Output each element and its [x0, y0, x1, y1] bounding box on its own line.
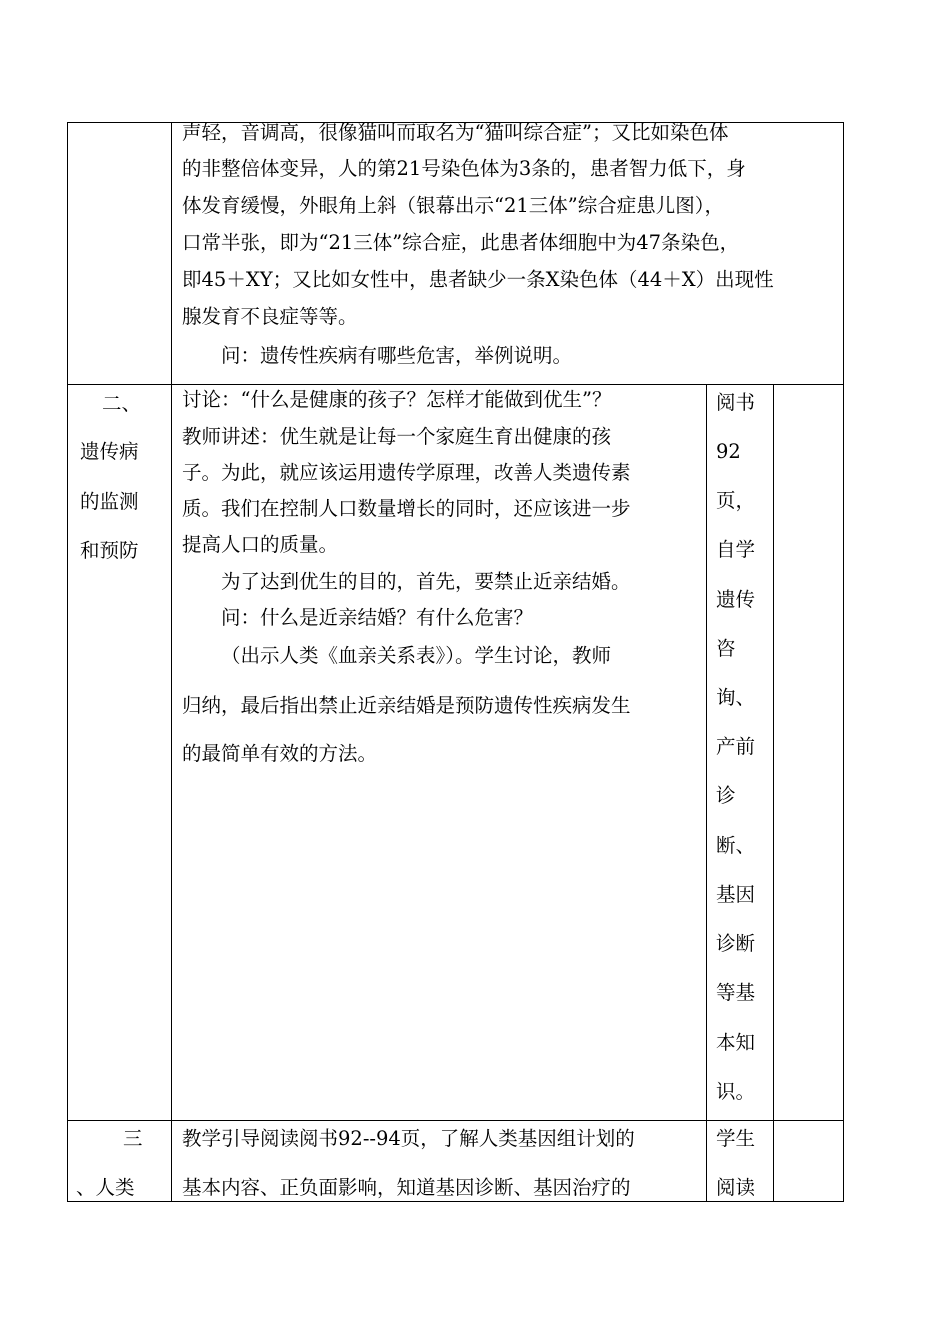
row2-section-line-3: 和预防	[80, 539, 139, 562]
row2-line-4: 质。我们在控制人口数量增长的同时，还应该进一步	[182, 497, 631, 520]
row2-activity-9: 诊	[716, 784, 736, 807]
row2-activity-6: 咨	[716, 637, 736, 660]
row2-activity-3: 页，	[716, 489, 756, 512]
row3-line-1: 教学引导阅读阅书92--94页，了解人类基因组计划的	[182, 1127, 635, 1150]
row2-line-5: 提高人口的质量。	[182, 533, 339, 556]
row2-activity-2: 92	[716, 440, 741, 463]
row2-line-6: 为了达到优生的目的，首先，要禁止近亲结婚。	[221, 570, 631, 593]
row1-line-3: 体发育缓慢，外眼角上斜（银幕出示“21三体”综合症患儿图），	[182, 194, 725, 217]
row-divider-1	[67, 384, 844, 385]
row2-activity-14: 本知	[716, 1031, 756, 1054]
row2-activity-13: 等基	[716, 981, 756, 1004]
row1-line-5: 即45＋XY；又比如女性中，患者缺少一条X染色体（44＋X）出现性	[182, 268, 774, 291]
row2-section-number: 二、	[102, 392, 142, 415]
row2-activity-4: 自学	[716, 538, 756, 561]
row2-activity-5: 遗传	[716, 588, 756, 611]
row2-activity-11: 基因	[716, 883, 756, 906]
row2-line-3: 子。为此，就应该运用遗传学原理，改善人类遗传素	[182, 461, 631, 484]
row2-activity-8: 产前	[716, 735, 756, 758]
column-divider-3	[773, 384, 774, 1202]
row3-section-number: 三	[123, 1127, 143, 1150]
row2-line-7: 问：什么是近亲结婚？有什么危害？	[221, 606, 534, 629]
row2-section-line-2: 的监测	[80, 490, 139, 513]
column-divider-1	[171, 122, 172, 1202]
row1-line-7: 问：遗传性疾病有哪些危害，举例说明。	[221, 344, 573, 367]
row2-activity-7: 询、	[716, 686, 756, 709]
row2-line-10: 的最简单有效的方法。	[182, 742, 378, 765]
row2-line-8: （出示人类《血亲关系表》）。学生讨论，教师	[221, 644, 612, 667]
row3-section-line-1: 、人类	[76, 1176, 135, 1199]
row2-line-2: 教师讲述：优生就是让每一个家庭生育出健康的孩	[182, 425, 612, 448]
row1-line-4: 口常半张，即为“21三体”综合症，此患者体细胞中为47条染色，	[182, 231, 740, 254]
row2-line-9: 归纳，最后指出禁止近亲结婚是预防遗传性疾病发生	[182, 694, 631, 717]
row1-line-1: 声轻，音调高，很像猫叫而取名为“猫叫综合症”；又比如染色体	[182, 121, 729, 144]
row3-line-2: 基本内容、正负面影响，知道基因诊断、基因治疗的	[182, 1176, 631, 1199]
table-left-border	[67, 122, 68, 1202]
table-right-border	[843, 122, 844, 1202]
row1-line-6: 腺发育不良症等等。	[182, 305, 358, 328]
column-divider-2	[706, 384, 707, 1202]
row2-activity-15: 识。	[716, 1080, 756, 1103]
row3-activity-2: 阅读	[716, 1176, 756, 1199]
row1-line-2: 的非整倍体变异，人的第21号染色体为3条的，患者智力低下，身	[182, 157, 746, 180]
table-bottom-border	[67, 1201, 844, 1202]
row2-section-line-1: 遗传病	[80, 440, 139, 463]
row2-activity-12: 诊断	[716, 932, 756, 955]
row2-activity-1: 阅书	[716, 391, 756, 414]
row2-line-1: 讨论：“什么是健康的孩子？怎样才能做到优生”？	[182, 388, 612, 411]
row-divider-2	[67, 1120, 844, 1121]
row3-activity-1: 学生	[716, 1127, 756, 1150]
row2-activity-10: 断、	[716, 834, 756, 857]
